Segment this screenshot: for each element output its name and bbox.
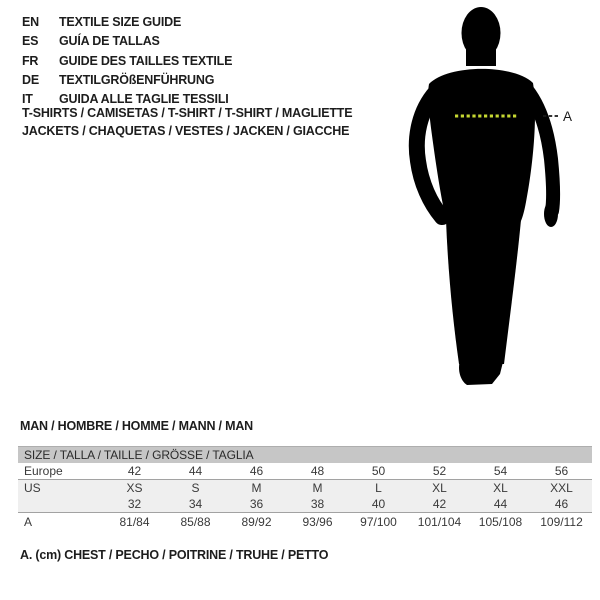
table-cell: 56 [554, 464, 569, 478]
category-jackets: JACKETS / CHAQUETAS / VESTES / JACKEN / GIACCHE [22, 124, 350, 138]
table-cell: 34 [188, 497, 203, 511]
table-cell: L [375, 481, 382, 495]
language-code: EN [22, 15, 39, 29]
language-guide-title: TEXTILGRÖßENFÜHRUNG [59, 72, 215, 87]
size-table [18, 446, 592, 530]
table-cell: M [312, 481, 323, 495]
man-silhouette-svg [398, 0, 600, 410]
table-cell: 50 [371, 464, 386, 478]
table-cell: 40 [371, 497, 386, 511]
row-label: A [24, 514, 33, 529]
size-table-header: SIZE / TALLA / TAILLE / GRÖSSE / TAGLIA [18, 446, 592, 463]
table-row-chest-cm [18, 513, 592, 530]
table-cell: 44 [188, 464, 203, 478]
table-cell: 54 [493, 464, 508, 478]
language-code: DE [22, 72, 39, 87]
table-cell: 32 [127, 497, 142, 511]
table-cell: 52 [432, 464, 447, 478]
table-cell: 46 [554, 497, 569, 511]
table-cell: 109/112 [540, 514, 583, 529]
table-cell: 89/92 [241, 514, 272, 529]
measurement-label-a: A [563, 109, 573, 124]
table-cell: 81/84 [119, 514, 150, 529]
table-cell: 101/104 [417, 514, 462, 529]
table-cell: XL [432, 481, 447, 495]
man-silhouette [417, 7, 558, 385]
table-cell: M [251, 481, 262, 495]
table-cell: 46 [249, 464, 264, 478]
language-guide-item [22, 32, 232, 51]
table-cell: 44 [493, 497, 508, 511]
table-cell: 48 [310, 464, 325, 478]
section-title: MAN / HOMBRE / HOMME / MANN / MAN [20, 419, 253, 433]
language-guide-title: TEXTILE SIZE GUIDE [59, 15, 182, 29]
language-guide-title: GUIDE DES TAILLES TEXTILE [59, 53, 233, 68]
measurement-footnote: A. (cm) CHEST / PECHO / POITRINE / TRUHE / PETTO [20, 548, 329, 562]
language-guide-title: GUÍA DE TALLAS [59, 34, 160, 49]
language-code: FR [22, 53, 39, 68]
category-lines [22, 104, 352, 140]
table-cell: XS [126, 481, 143, 495]
table-row-europe [18, 463, 592, 480]
language-code: ES [22, 34, 39, 49]
language-guide-title: GUIDA ALLE TAGLIE TESSILI [59, 92, 229, 107]
table-row-us-numeric [18, 496, 592, 513]
language-code: IT [22, 92, 33, 107]
row-label: Europe [24, 464, 63, 478]
language-guide-item [22, 71, 232, 90]
table-cell: 38 [310, 497, 325, 511]
table-row-us [18, 480, 592, 496]
category-tshirts: T-SHIRTS / CAMISETAS / T-SHIRT / T-SHIRT / MAGLIETTE [22, 106, 353, 120]
table-cell: 93/96 [302, 514, 333, 529]
language-guide-item [22, 13, 232, 32]
table-cell: 97/100 [360, 514, 397, 529]
table-cell: 42 [432, 497, 447, 511]
row-label: US [24, 481, 41, 495]
language-guide-item [22, 52, 232, 71]
table-cell: 105/108 [478, 514, 523, 529]
table-cell: XL [493, 481, 508, 495]
table-cell: 36 [249, 497, 264, 511]
table-cell: S [191, 481, 200, 495]
table-cell: 85/88 [180, 514, 211, 529]
table-cell: 42 [127, 464, 142, 478]
table-cell: XXL [550, 481, 573, 495]
language-guide-list [22, 13, 232, 109]
size-figure [398, 0, 600, 410]
